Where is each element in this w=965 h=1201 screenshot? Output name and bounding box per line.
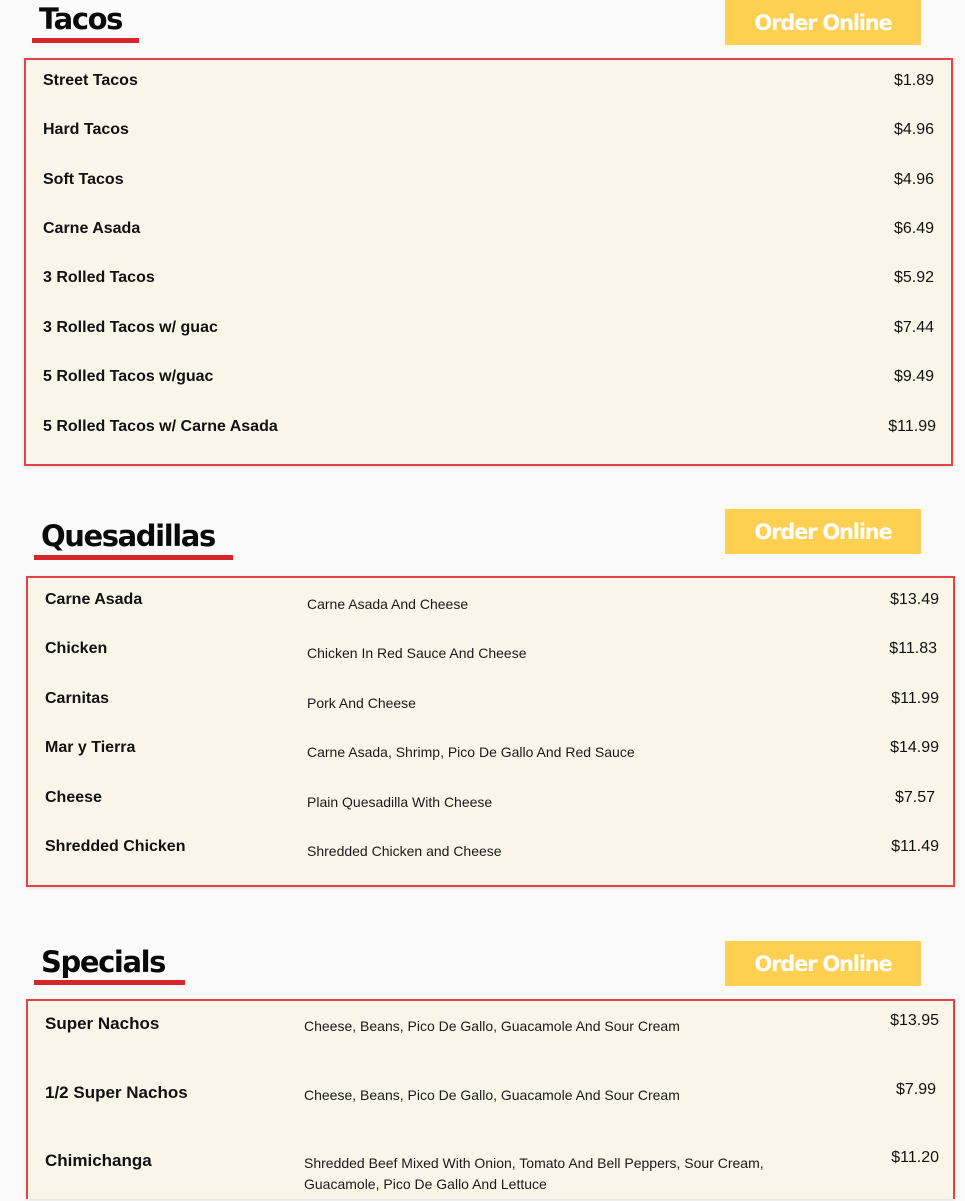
menu-item (26, 269, 951, 299)
order-online-button[interactable]: Order Online (725, 941, 921, 986)
item-name: Super Nachos (45, 1014, 160, 1033)
item-description: Shredded Beef Mixed With Onion, Tomato And Bell Peppers, Sour Cream, Guacamole, Pico De Gallo And Lettuce (304, 1155, 764, 1192)
menu-item (26, 121, 951, 151)
item-name: Mar y Tierra (45, 739, 136, 756)
item-price: $1.89 (893, 72, 934, 89)
quesadillas-menu-box (26, 576, 955, 887)
item-description: Cheese, Beans, Pico De Gallo, Guacamole And Sour Cream (304, 1018, 680, 1034)
item-price: $13.95 (890, 1012, 939, 1029)
item-name: Shredded Chicken (45, 838, 186, 855)
item-name: 5 Rolled Tacos w/guac (43, 368, 214, 385)
menu-item (26, 72, 951, 102)
item-price: $11.49 (891, 838, 939, 855)
item-name: 3 Rolled Tacos (43, 269, 155, 286)
menu-item (28, 739, 953, 769)
menu-item (28, 640, 953, 670)
item-price: $5.92 (893, 269, 934, 286)
item-name: Street Tacos (43, 72, 138, 89)
item-name: 5 Rolled Tacos w/ Carne Asada (43, 418, 278, 435)
item-description: Pork And Cheese (307, 695, 416, 711)
item-price: $11.99 (888, 418, 936, 435)
item-name: 3 Rolled Tacos w/ guac (43, 319, 218, 336)
item-price: $11.20 (891, 1149, 939, 1166)
item-name: Soft Tacos (43, 171, 124, 188)
item-name: Carne Asada (45, 591, 143, 608)
menu-item (26, 171, 951, 201)
menu-item (28, 789, 953, 819)
item-name: Carne Asada (43, 220, 141, 237)
menu-item (28, 838, 953, 868)
item-name: 1/2 Super Nachos (45, 1083, 188, 1102)
menu-item (26, 368, 951, 398)
specials-menu-box (26, 999, 955, 1199)
item-description: Shredded Chicken and Cheese (307, 843, 502, 859)
item-name: Chicken (45, 640, 108, 657)
menu-item (26, 220, 951, 250)
menu-item (28, 1083, 953, 1123)
section-title-tacos: Tacos (39, 2, 122, 36)
item-description: Carne Asada, Shrimp, Pico De Gallo And Red Sauce (307, 744, 635, 760)
item-price: $7.99 (895, 1081, 936, 1098)
item-price: $7.57 (894, 789, 935, 806)
order-online-button[interactable]: Order Online (725, 509, 921, 554)
item-description: Plain Quesadilla With Cheese (307, 794, 493, 810)
item-name: Hard Tacos (43, 121, 129, 138)
item-price: $11.99 (891, 690, 939, 707)
menu-item (26, 319, 951, 349)
item-name: Cheese (45, 789, 102, 806)
menu-item (26, 418, 951, 448)
item-price: $14.99 (890, 739, 939, 756)
item-name: Carnitas (45, 690, 110, 707)
item-price: $7.44 (893, 319, 934, 336)
item-price: $9.49 (893, 368, 934, 385)
menu-item (28, 1014, 953, 1054)
item-price: $6.49 (893, 220, 934, 237)
section-underline (32, 38, 139, 43)
item-price: $11.83 (889, 640, 937, 657)
item-description: Chicken In Red Sauce And Cheese (307, 645, 527, 661)
section-underline (34, 980, 185, 985)
menu-item (28, 690, 953, 720)
item-description: Carne Asada And Cheese (307, 596, 469, 612)
section-title-specials: Specials (41, 945, 166, 979)
section-title-quesadillas: Quesadillas (41, 519, 215, 553)
menu-item (28, 591, 953, 621)
item-price: $13.49 (890, 591, 939, 608)
section-underline (34, 555, 233, 560)
menu-item (28, 1151, 953, 1201)
item-price: $4.96 (893, 171, 934, 188)
item-name: Chimichanga (45, 1151, 152, 1170)
item-price: $4.96 (893, 121, 934, 138)
tacos-menu-box (24, 58, 953, 466)
item-description: Cheese, Beans, Pico De Gallo, Guacamole And Sour Cream (304, 1087, 680, 1103)
order-online-button[interactable]: Order Online (725, 0, 921, 45)
